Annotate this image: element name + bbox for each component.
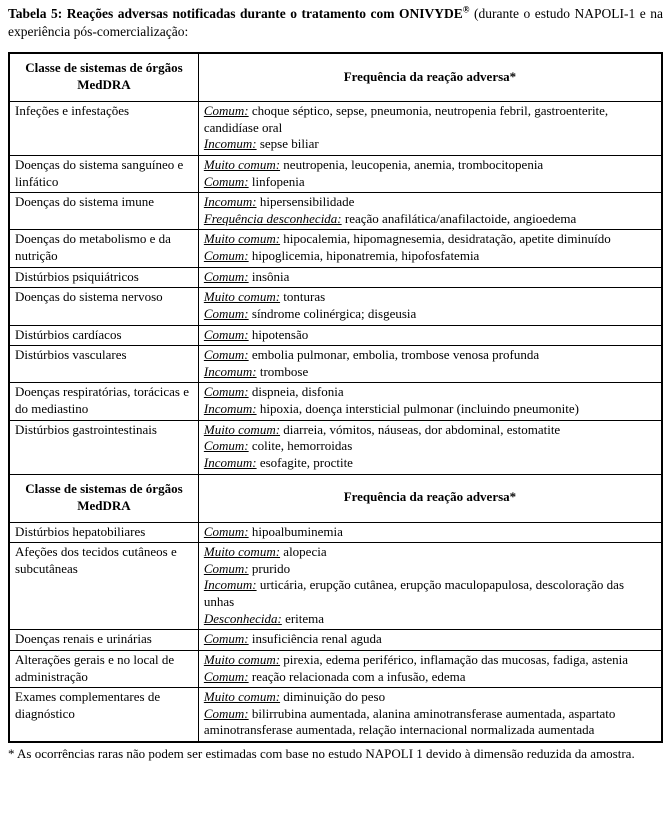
system-organ-class-cell: Distúrbios psiquiátricos bbox=[9, 267, 198, 288]
frequency-entry bbox=[204, 524, 656, 541]
frequency-entry bbox=[204, 194, 656, 211]
frequency-entry bbox=[204, 544, 656, 561]
reaction-list: hipocalemia, hipomagnesemia, desidratação, apetite diminuído bbox=[280, 231, 611, 247]
reaction-list: esofagite, proctite bbox=[256, 454, 353, 470]
reaction-list: dispneia, disfonia bbox=[248, 384, 344, 400]
frequency-entry bbox=[204, 174, 656, 191]
table-row bbox=[9, 155, 662, 192]
reaction-list: linfopenia bbox=[248, 173, 305, 189]
frequency-label: Incomum: bbox=[203, 454, 257, 470]
system-organ-class-cell: Doenças do sistema sanguíneo e linfático bbox=[9, 155, 198, 192]
adverse-reactions-table-body bbox=[9, 53, 662, 742]
system-organ-class-cell: Doenças renais e urinárias bbox=[9, 630, 198, 651]
frequency-label: Comum: bbox=[203, 560, 249, 576]
frequency-label: Muito comum: bbox=[203, 421, 281, 437]
table-row bbox=[9, 383, 662, 420]
frequency-entry bbox=[204, 438, 656, 455]
system-organ-class-cell: Distúrbios cardíacos bbox=[9, 325, 198, 346]
frequency-label: Comum: bbox=[203, 705, 249, 721]
registered-trademark-symbol: ® bbox=[462, 4, 470, 15]
frequency-label: Comum: bbox=[203, 268, 249, 284]
frequency-entry bbox=[204, 211, 656, 228]
frequency-label: Comum: bbox=[203, 668, 249, 684]
frequency-label: Comum: bbox=[203, 523, 249, 539]
frequency-label: Incomum: bbox=[203, 363, 257, 379]
reaction-list: prurido bbox=[248, 560, 291, 576]
table-row bbox=[9, 193, 662, 230]
reaction-list: hipoalbuminemia bbox=[248, 523, 343, 539]
system-organ-class-cell: Doenças do sistema nervoso bbox=[9, 288, 198, 325]
reaction-list: pirexia, edema periférico, inflamação das mucosas, fadiga, astenia bbox=[280, 651, 628, 667]
frequency-entry bbox=[204, 136, 656, 153]
system-organ-class-cell: Doenças do sistema imune bbox=[9, 193, 198, 230]
frequency-cell bbox=[198, 543, 662, 630]
frequency-entry bbox=[204, 561, 656, 578]
table-row bbox=[9, 543, 662, 630]
header-system-organ-class: Classe de sistemas de órgãos MedDRA bbox=[9, 53, 198, 102]
frequency-entry bbox=[204, 401, 656, 418]
frequency-entry bbox=[204, 289, 656, 306]
frequency-label: Comum: bbox=[203, 173, 249, 189]
frequency-label: Muito comum: bbox=[203, 289, 281, 305]
reaction-list: hipotensão bbox=[248, 326, 309, 342]
frequency-cell bbox=[198, 267, 662, 288]
frequency-label: Comum: bbox=[203, 438, 249, 454]
reaction-list: embolia pulmonar, embolia, trombose venosa profunda bbox=[248, 347, 540, 363]
table-row bbox=[9, 325, 662, 346]
reaction-list: reação relacionada com a infusão, edema bbox=[248, 668, 466, 684]
system-organ-class-cell: Infeções e infestações bbox=[9, 102, 198, 156]
reaction-list: eritema bbox=[281, 610, 325, 626]
footnote: * As ocorrências raras não podem ser estimadas com base no estudo NAPOLI 1 devido à dimensão reduzida da amostra. bbox=[8, 746, 635, 762]
frequency-entry bbox=[204, 631, 656, 648]
frequency-entry bbox=[204, 248, 656, 265]
frequency-cell bbox=[198, 325, 662, 346]
frequency-label: Incomum: bbox=[203, 136, 257, 152]
frequency-entry bbox=[204, 103, 656, 136]
frequency-entry bbox=[204, 689, 656, 706]
reaction-list: insônia bbox=[248, 268, 290, 284]
frequency-entry bbox=[204, 157, 656, 174]
frequency-cell bbox=[198, 155, 662, 192]
header-system-organ-class: Classe de sistemas de órgãos MedDRA bbox=[9, 474, 198, 522]
frequency-entry bbox=[204, 577, 656, 610]
frequency-entry bbox=[204, 652, 656, 669]
frequency-label: Comum: bbox=[203, 305, 249, 321]
frequency-entry bbox=[204, 269, 656, 286]
header-frequency: Frequência da reação adversa* bbox=[198, 53, 662, 102]
frequency-entry bbox=[204, 611, 656, 628]
system-organ-class-cell: Alterações gerais e no local de administração bbox=[9, 650, 198, 687]
caption-title-regular: (durante o estudo NAPOLI-1 e na experiência pós-comercialização: bbox=[8, 6, 664, 39]
table-header-row bbox=[9, 474, 662, 522]
header-frequency: Frequência da reação adversa* bbox=[198, 474, 662, 522]
frequency-entry bbox=[204, 364, 656, 381]
frequency-label: Comum: bbox=[203, 347, 249, 363]
reaction-list: neutropenia, leucopenia, anemia, trombocitopenia bbox=[280, 156, 544, 172]
frequency-label: Comum: bbox=[203, 631, 249, 647]
frequency-cell bbox=[198, 346, 662, 383]
frequency-entry bbox=[204, 306, 656, 323]
reaction-list: choque séptico, sepse, pneumonia, neutropenia febril, gastroenterite, candidíase oral bbox=[203, 103, 609, 135]
frequency-entry bbox=[204, 669, 656, 686]
system-organ-class-cell: Afeções dos tecidos cutâneos e subcutâneas bbox=[9, 543, 198, 630]
table-row bbox=[9, 288, 662, 325]
frequency-label: Muito comum: bbox=[203, 231, 281, 247]
reaction-list: hipoxia, doença intersticial pulmonar (incluindo pneumonite) bbox=[256, 401, 579, 417]
table-row bbox=[9, 102, 662, 156]
system-organ-class-cell: Doenças respiratórias, torácicas e do mediastino bbox=[9, 383, 198, 420]
frequency-cell bbox=[198, 688, 662, 742]
reaction-list: sepse biliar bbox=[256, 136, 319, 152]
frequency-label: Muito comum: bbox=[203, 544, 281, 560]
frequency-entry bbox=[204, 422, 656, 439]
table-row bbox=[9, 522, 662, 543]
frequency-label: Comum: bbox=[203, 326, 249, 342]
frequency-label: Incomum: bbox=[203, 577, 257, 593]
reaction-list: alopecia bbox=[280, 544, 327, 560]
reaction-list: hipersensibilidade bbox=[256, 194, 355, 210]
frequency-entry bbox=[204, 455, 656, 472]
reaction-list: hipoglicemia, hiponatremia, hipofosfatemia bbox=[248, 248, 480, 264]
reaction-list: síndrome colinérgica; disgeusia bbox=[248, 305, 417, 321]
frequency-cell bbox=[198, 193, 662, 230]
table-row bbox=[9, 230, 662, 267]
system-organ-class-cell: Doenças do metabolismo e da nutrição bbox=[9, 230, 198, 267]
system-organ-class-cell: Distúrbios hepatobiliares bbox=[9, 522, 198, 543]
caption-title-bold bbox=[8, 6, 470, 21]
frequency-entry bbox=[204, 706, 656, 739]
reaction-list: reação anafilática/anafilactoide, angioedema bbox=[341, 210, 577, 226]
frequency-entry bbox=[204, 231, 656, 248]
frequency-label: Frequência desconhecida: bbox=[203, 210, 342, 226]
adverse-reactions-table bbox=[8, 52, 663, 743]
frequency-cell bbox=[198, 650, 662, 687]
table-row bbox=[9, 650, 662, 687]
frequency-cell bbox=[198, 522, 662, 543]
frequency-cell bbox=[198, 383, 662, 420]
frequency-cell bbox=[198, 288, 662, 325]
frequency-label: Muito comum: bbox=[203, 651, 281, 667]
frequency-label: Incomum: bbox=[203, 194, 257, 210]
table-row bbox=[9, 688, 662, 742]
table-row bbox=[9, 267, 662, 288]
system-organ-class-cell: Distúrbios gastrointestinais bbox=[9, 420, 198, 474]
frequency-cell bbox=[198, 420, 662, 474]
reaction-list: tonturas bbox=[280, 289, 326, 305]
frequency-cell bbox=[198, 230, 662, 267]
reaction-list: bilirrubina aumentada, alanina aminotransferase aumentada, aspartato aminotransferase aumentada, relação internacional normalizada aumentada bbox=[203, 705, 616, 738]
reaction-list: diminuição do peso bbox=[280, 689, 386, 705]
frequency-label: Comum: bbox=[203, 248, 249, 264]
frequency-label: Incomum: bbox=[203, 401, 257, 417]
table-row bbox=[9, 346, 662, 383]
frequency-label: Muito comum: bbox=[203, 689, 281, 705]
reaction-list: urticária, erupção cutânea, erupção maculopapulosa, descoloração das unhas bbox=[203, 577, 625, 610]
table-row bbox=[9, 420, 662, 474]
reaction-list: trombose bbox=[256, 363, 309, 379]
table-caption bbox=[8, 5, 663, 40]
frequency-label: Muito comum: bbox=[203, 156, 281, 172]
table-row bbox=[9, 630, 662, 651]
reaction-list: insuficiência renal aguda bbox=[248, 631, 382, 647]
frequency-cell bbox=[198, 102, 662, 156]
reaction-list: colite, hemorroidas bbox=[248, 438, 353, 454]
table-header-row bbox=[9, 53, 662, 102]
frequency-label: Desconhecida: bbox=[203, 610, 282, 626]
frequency-label: Comum: bbox=[203, 103, 249, 119]
system-organ-class-cell: Exames complementares de diagnóstico bbox=[9, 688, 198, 742]
frequency-entry bbox=[204, 327, 656, 344]
frequency-entry bbox=[204, 384, 656, 401]
frequency-label: Comum: bbox=[203, 384, 249, 400]
reaction-list: diarreia, vómitos, náuseas, dor abdominal, estomatite bbox=[280, 421, 561, 437]
frequency-entry bbox=[204, 347, 656, 364]
frequency-cell bbox=[198, 630, 662, 651]
system-organ-class-cell: Distúrbios vasculares bbox=[9, 346, 198, 383]
caption-title-text: Tabela 5: Reações adversas notificadas durante o tratamento com ONIVYDE bbox=[8, 6, 463, 21]
